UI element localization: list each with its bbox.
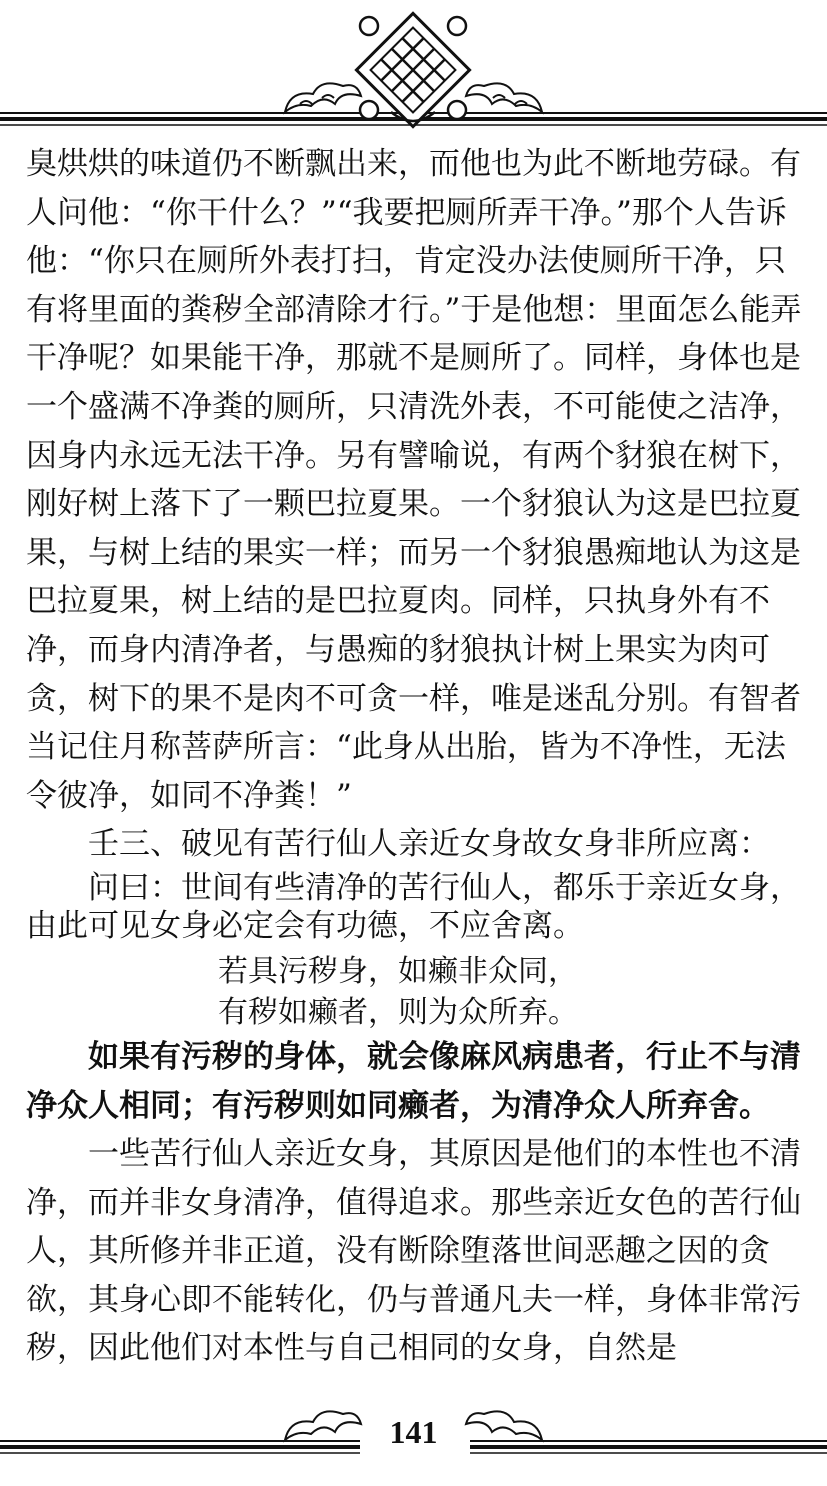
question-paragraph: 问曰：世间有些清净的苦行仙人，都乐于亲近女身，由此可见女身必定会有功德，不应舍离。 bbox=[26, 869, 801, 944]
section-heading: 壬三、破见有苦行仙人亲近女身故女身非所应离： bbox=[88, 826, 770, 863]
cloud-right-icon bbox=[466, 83, 542, 112]
verse-line-1: 若具污秽身，如癞非众同， bbox=[218, 953, 578, 989]
endless-knot-icon bbox=[356, 13, 469, 126]
body-paragraph: 臭烘烘的味道仍不断飘出来，而他也为此不断地劳碌。有人问他：“你干什么？”“我要把厕所弄干净。”那个人告诉他：“你只在厕所外表打扫，肯定没办法使厕所干净，只有将里面的粪秽全部清除才行。”于是他想：里面怎么能弄干净呢？如果能干净，那就不是厕所了。同样，身体也是一个盛满不净粪的厕所，只清洗外表，不可能使之洁净，因身内永远无法干净。另有譬喻说，有两个豺狼在树下，刚好树上落下了一颗巴拉夏果。一个豺狼认为这是巴拉夏果，与树上结的果实一样；而另一个豺狼愚痴地认为这是巴拉夏果，树上结的是巴拉夏肉。同样，只执身外有不净，而身内清净者，与愚痴的豺狼执计树上果实为肉可贪，树下的果不是肉不可贪一样，唯是迷乱分别。有智者当记住月称菩萨所言：“此身从出胎，皆为不净性，无法令彼净，如同不净粪！” bbox=[26, 146, 802, 814]
verse-explanation: 如果有污秽的身体，就会像麻风病患者，行止不与清净众人相同；有污秽则如同癞者，为清净众人所弃舍。 bbox=[26, 1038, 801, 1124]
page-number: 141 bbox=[389, 1414, 438, 1450]
cloud-left-icon bbox=[285, 83, 361, 112]
verse-line-2: 有秽如癞者，则为众所弃。 bbox=[218, 994, 578, 1030]
commentary-paragraph: 一些苦行仙人亲近女身，其原因是他们的本性也不清净，而并非女身清净，值得追求。那些亲近女色的苦行仙人，其所修并非正道，没有断除堕落世间恶趣之因的贪欲，其身心即不能转化，仍与普通凡夫一样，身体非常污秽，因此他们对本性与自己相同的女身，自然是 bbox=[26, 1136, 801, 1367]
page-body bbox=[26, 140, 810, 1373]
header-ornament bbox=[0, 0, 827, 135]
page-header bbox=[0, 0, 827, 135]
